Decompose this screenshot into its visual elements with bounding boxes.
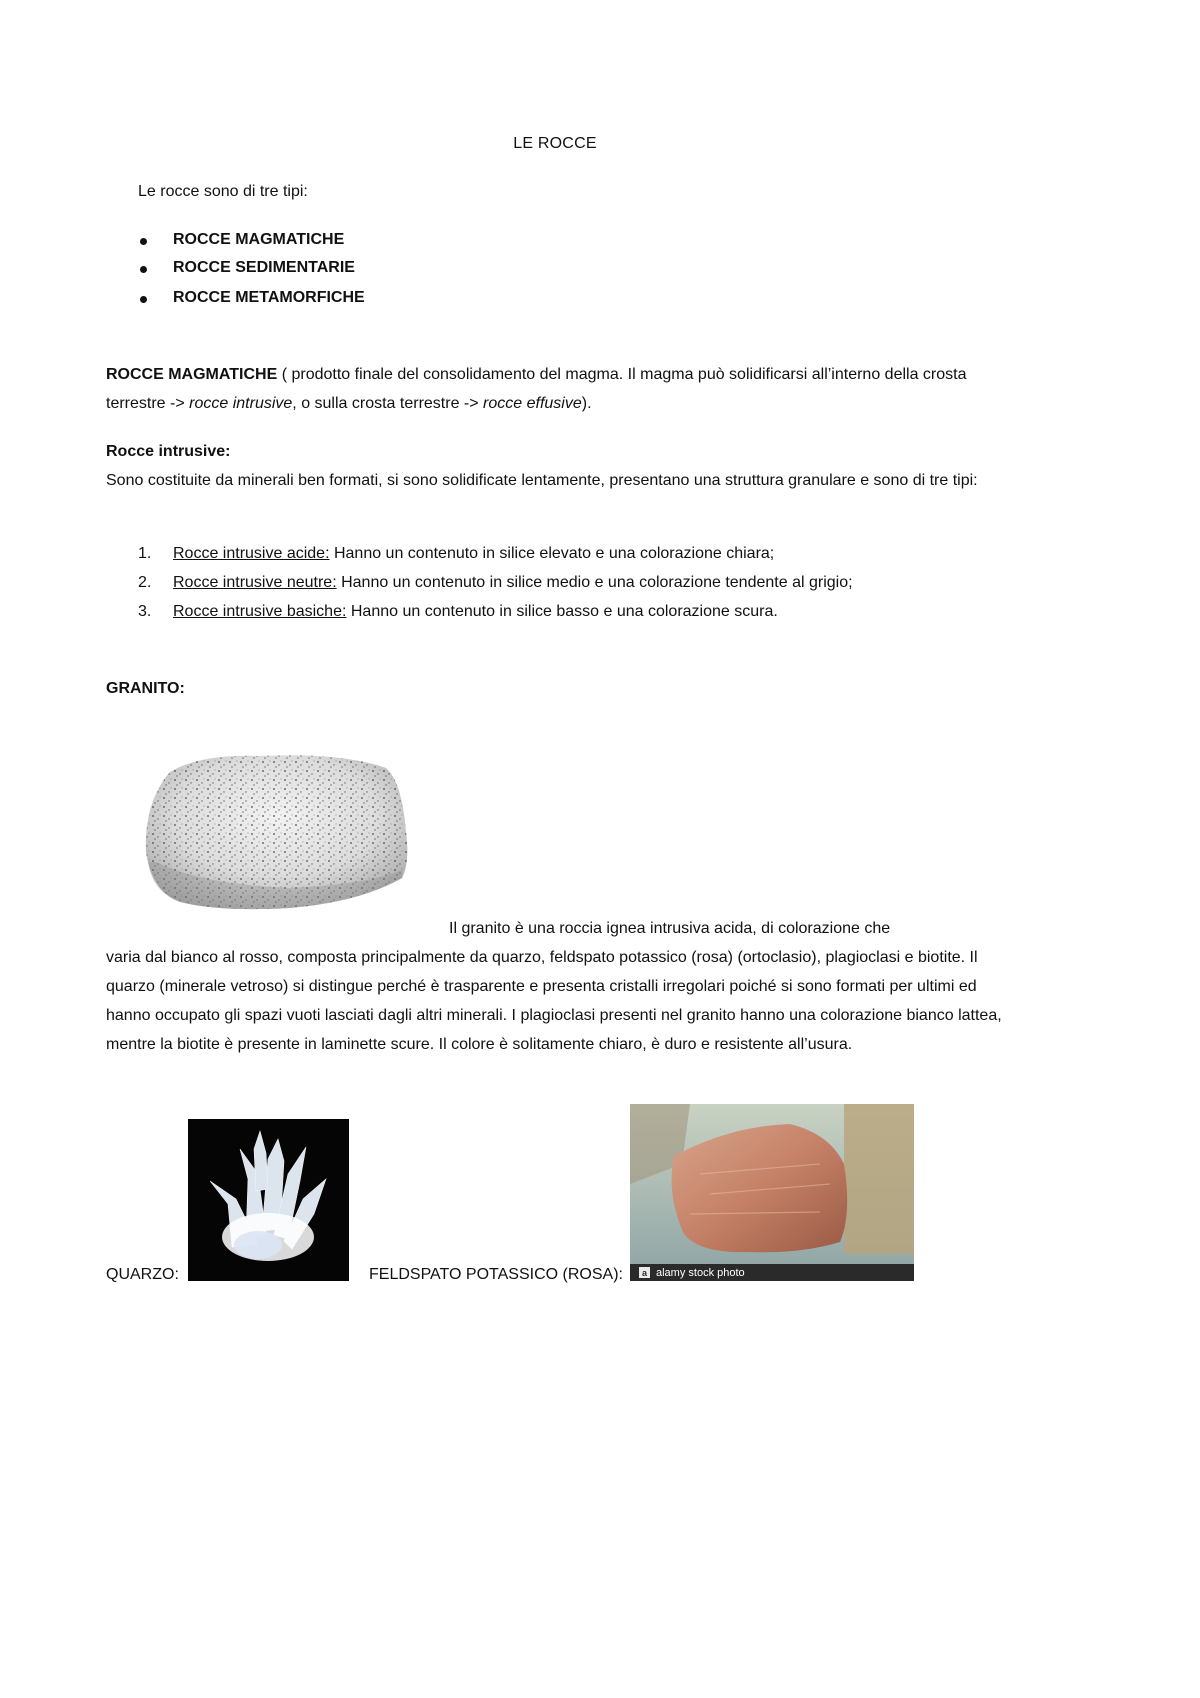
intrusive-heading: Rocce intrusive:: [106, 443, 231, 460]
feldspato-label: FELDSPATO POTASSICO (ROSA):: [369, 1266, 623, 1283]
document-title: LE ROCCE: [513, 135, 597, 152]
item-label: Rocce intrusive basiche:: [173, 603, 347, 620]
quartz-image: [188, 1119, 349, 1281]
bullet-icon: [140, 266, 147, 273]
item-label: Rocce intrusive neutre:: [173, 574, 337, 591]
bullet-icon: [140, 238, 147, 245]
watermark-text: alamy stock photo: [656, 1267, 745, 1279]
granito-paragraph: [106, 914, 1006, 1059]
granito-heading: GRANITO:: [106, 680, 185, 697]
feldspar-image: [630, 1104, 914, 1281]
magmatiche-paragraph: ROCCE MAGMATICHE ( prodotto finale del consolidamento del magma. Il magma può solidificarsi all’interno della crosta terrestre -> rocce intrusive, o sulla crosta terrestre -> rocce effusive).: [106, 366, 967, 412]
item-label: Rocce intrusive acide:: [173, 545, 330, 562]
granito-text: varia dal bianco al rosso, composta principalmente da quarzo, feldspato potassico (rosa) (ortoclasio), plagioclasi e biotite. Il quarzo (minerale vetroso) si distingue perché è trasparente e presenta cristalli irregolari poiché si sono formati per ultimi ed hanno occupato gli spazi vuoti lasciati dagli altri minerali. I plagioclasi presenti nel granito hanno una colorazione bianco lattea, mentre la biotite è presente in laminette scure. Il colore è solitamente chiaro, è duro e resistente all’usura.: [106, 949, 1002, 1053]
magmatiche-heading: ROCCE MAGMATICHE: [106, 366, 278, 383]
quarzo-label: QUARZO:: [106, 1266, 179, 1283]
bullet-icon: [140, 296, 147, 303]
document-page: LE ROCCE Le rocce sono di tre tipi: ROCCE MAGMATICHE ROCCE SEDIMENTARIE ROCCE METAMORFICHE ROCCE MAGMATICHE ( prodotto finale del consolidamento del magma. Il magma può solidificarsi all’interno della crosta terrestre -> rocce intrusive, o sulla crosta terrestre -> rocce effusive). Rocce intrusive: Sono costituite da minerali ben formati, si sono solidificate lentamente, presentano una struttura granulare e sono di tre tipi: 1. Rocce intrusive acide: Hanno un contenuto in silice elevato e una colorazione chiara; 2. Rocce intrusive neutre: Hanno un contenuto in silice medio e una colorazione tendente al grigio; 3. Rocce intrusive basiche: Hanno un contenuto in silice basso e una colorazione scura. GRANITO: Il granito è una roccia ignea intrusiva acida, di colorazione che varia dal bianco al rosso, composta principalmente da quarzo, feldspato potassico (rosa) (ortoclasio), plagioclasi e biotite. Il quarzo (minerale vetroso) si distingue perché è trasparente e presenta cristalli irregolari poiché si sono formati per ultimi ed hanno occupato gli spazi vuoti lasciati dagli altri minerali. I plagioclasi presenti nel granito hanno una colorazione bianco lattea, mentre la biotite è presente in laminette scure. Il colore è solitamente chiaro, è duro e resistente all’usura. QUARZO: FELDSPATO POTASSICO (ROSA): a alamy stock photo: [0, 0, 1100, 1556]
rocce-effusive-term: rocce effusive: [483, 395, 582, 412]
rocce-intrusive-term: rocce intrusive: [189, 395, 293, 412]
intro-text: Le rocce sono di tre tipi:: [138, 183, 308, 200]
intrusive-text: Sono costituite da minerali ben formati, si sono solidificate lentamente, presentano una struttura granulare e sono di tre tipi:: [106, 472, 978, 489]
granite-image: [140, 742, 412, 917]
watermark-logo: a: [641, 1268, 648, 1278]
granito-first-line: Il granito è una roccia ignea intrusiva acida, di colorazione che: [449, 920, 891, 937]
intrusive-section: [106, 437, 1006, 495]
